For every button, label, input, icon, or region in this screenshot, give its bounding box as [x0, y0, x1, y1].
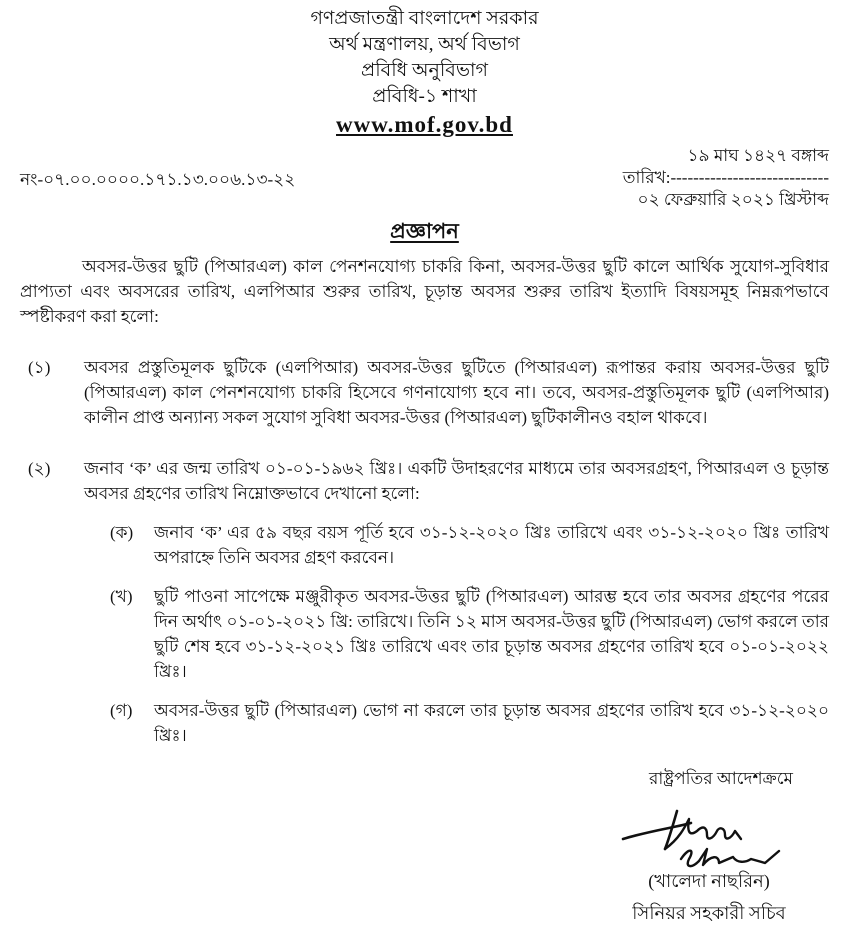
item-2-marker: (২): [28, 459, 51, 478]
intro-paragraph: অবসর-উত্তর ছুটি (পিআরএল) কাল পেনশনযোগ্য চাকরি কিনা, অবসর-উত্তর ছুটি কালে আর্থিক সুযোগ-সুবিধার প্রাপ্যতা এবং অবসরের তারিখ, এলপিআর শুরুর তারিখ, চূড়ান্ত অবসর শুরুর তারিখ ইত্যাদি বিষয়সমূহ নিম্নরূপভাবে স্পষ্টীকরণ করা হলো:: [20, 257, 829, 326]
signatory-designation: সিনিয়র সহকারী সচিব: [632, 903, 786, 923]
list-item-1: [20, 355, 829, 430]
order-of-president-text: রাষ্ট্রপতির আদেশক্রমে: [648, 769, 793, 788]
sub-item-ka-marker: (ক): [110, 523, 134, 542]
sub-item-kha-marker: (খ): [110, 587, 133, 606]
website-url: www.mof.gov.bd: [336, 112, 513, 137]
document-title: প্রজ্ঞাপন: [390, 219, 459, 243]
ministry-name: অর্থ মন্ত্রণালয়, অর্থ বিভাগ: [329, 34, 520, 55]
wing-name: প্রবিধি অনুবিভাগ: [361, 60, 488, 81]
list-item-2: [20, 456, 829, 506]
item-1-marker: (১): [28, 358, 51, 377]
item-2-text: জনাব ‘ক’ এর জন্ম তারিখ ০১-০১-১৯৬২ খ্রিঃ। একটি উদাহরণের মাধ্যমে তার অবসরগ্রহণ, পিআরএল ও চূড়ান্ত অবসর গ্রহণের তারিখ নিম্নোক্তভাবে দেখানো হলো:: [84, 459, 829, 503]
gregorian-date: ০২ ফেব্রুয়ারি ২০২১ খ্রিস্টাব্দ: [637, 190, 829, 209]
sub-item-ga: [92, 698, 829, 748]
item-1-text: অবসর প্রস্তুতিমূলক ছুটিকে (এলপিআর) অবসর-উত্তর ছুটিতে (পিআরএল) রূপান্তর করায় অবসর-উত্তর ছুটি (পিআরএল) কাল পেনশনযোগ্য চাকরি হিসেবে গণনাযোগ্য হবে না। তবে, অবসর-প্রস্তুতিমূলক ছুটি (এলপিআর) কালীন প্রাপ্ত অন্যান্য সকল সুযোগ সুবিধা অবসর-উত্তর (পিআরএল) ছুটিকালীনও বহাল থাকবে।: [84, 358, 829, 427]
date-label: তারিখ:----------------------------: [622, 168, 829, 187]
sub-item-ka: [92, 520, 829, 570]
signatory-name: (খালেদা নাছরিন): [648, 871, 770, 891]
sub-item-kha: [92, 584, 829, 684]
meta-row: [20, 145, 829, 211]
letterhead: [20, 6, 829, 139]
date-block: [623, 145, 829, 211]
bangla-calendar-date: ১৯ মাঘ ১৪২৭ বঙ্গাব্দ: [687, 146, 829, 165]
government-name: গণপ্রজাতন্ত্রী বাংলাদেশ সরকার: [310, 8, 539, 29]
reference-number: নং-০৭.০০.০০০০.১৭১.১৩.০০৬.১৩-২২: [20, 170, 296, 189]
signature-block: [619, 766, 799, 926]
sub-item-ga-marker: (গ): [110, 701, 133, 720]
sub-item-ka-text: জনাব ‘ক’ এর ৫৯ বছর বয়স পূর্তি হবে ৩১-১২-২০২০ খ্রিঃ তারিখে এবং ৩১-১২-২০২০ খ্রিঃ তারিখ অপরাহ্নে তিনি অবসর গ্রহণ করবেন।: [154, 523, 829, 567]
sub-item-ga-text: অবসর-উত্তর ছুটি (পিআরএল) ভোগ না করলে তার চূড়ান্ত অবসর গ্রহণের তারিখ হবে ৩১-১২-২০২০ খ্রিঃ।: [154, 701, 829, 745]
branch-name: প্রবিধি-১ শাখা: [372, 86, 477, 107]
sub-item-kha-text: ছুটি পাওনা সাপেক্ষে মঞ্জুরীকৃত অবসর-উত্তর ছুটি (পিআরএল) আরম্ভ হবে তার অবসর গ্রহণের পরের দিন অর্থাৎ ০১-০১-২০২১ খ্রি: তারিখে। তিনি ১২ মাস অবসর-উত্তর ছুটি (পিআরএল) ভোগ করলে তার ছুটি শেষ হবে ৩১-১২-২০২১ খ্রিঃ তারিখে এবং তার চূড়ান্ত অবসর গ্রহণের তারিখ হবে ০১-০১-২০২২ খ্রিঃ।: [154, 587, 829, 681]
